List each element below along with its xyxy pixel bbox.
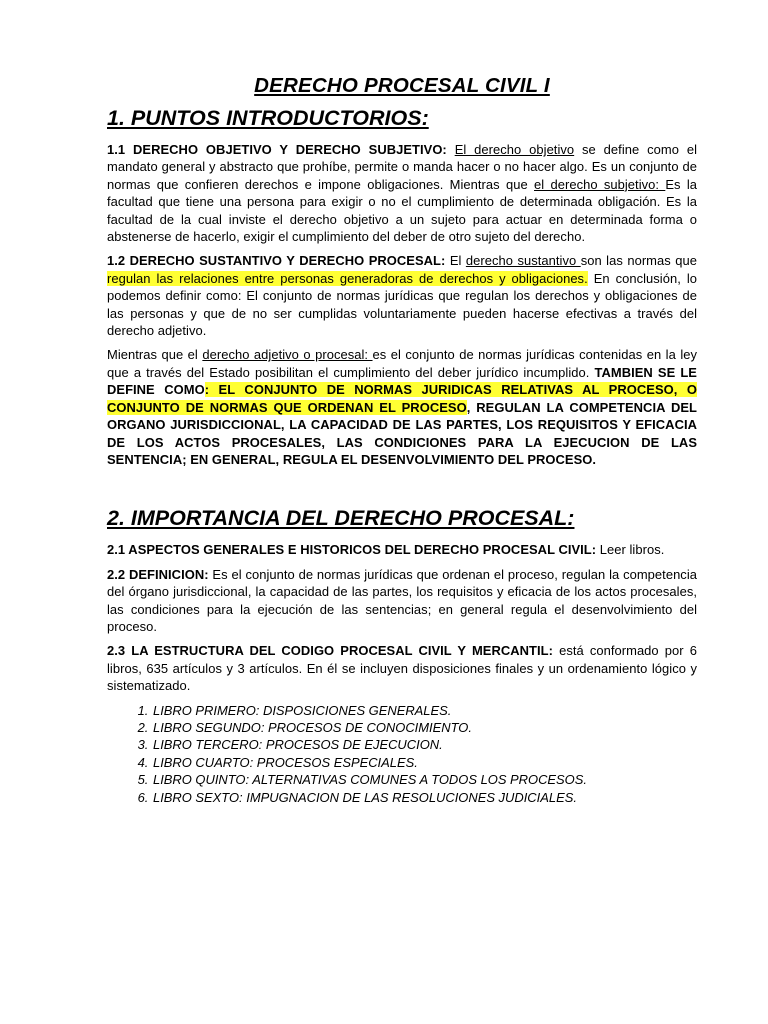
term-derecho-objetivo: El derecho objetivo xyxy=(454,142,575,157)
highlight-conjunto-normas: : EL CONJUNTO DE NORMAS JURIDICAS RELATIVAS AL PROCESO, O CONJUNTO DE NORMAS QUE ORDENAN EL PROCESO xyxy=(107,382,697,415)
paragraph-1-2-text-b: son las normas que xyxy=(580,253,697,269)
paragraph-1-3-emphasis: TAMBIEN SE LE DEFINE COMO xyxy=(107,364,697,398)
section-spacer xyxy=(107,475,697,506)
list-item: 2. LIBRO SEGUNDO: PROCESOS DE CONOCIMIENTO. xyxy=(152,719,697,736)
paragraph-1-2 xyxy=(107,252,697,339)
paragraph-1-1-text-b: Es la facultad que tiene una persona para exigir o no el cumplimiento de determinada obligación. Es la facultad de la cual inviste el derecho objetivo a un sujeto para actuar en determinada forma o abstenerse de hacerlo, exigir el cumplimiento del deber de otro sujeto del derecho. xyxy=(107,176,697,245)
paragraph-2-3 xyxy=(107,642,697,694)
section-2-heading: 2. IMPORTANCIA DEL DERECHO PROCESAL: xyxy=(107,506,575,531)
document-title: DERECHO PROCESAL CIVIL I xyxy=(254,74,550,97)
paragraph-2-1-text: Leer libros. xyxy=(596,542,665,558)
paragraph-1-1-label: 1.1 DERECHO OBJETIVO Y DERECHO SUBJETIVO: xyxy=(107,142,447,157)
list-item: 5. LIBRO QUINTO: ALTERNATIVAS COMUNES A TODOS LOS PROCESOS. xyxy=(152,771,697,788)
paragraph-2-1 xyxy=(107,541,697,558)
term-derecho-adjetivo: derecho adjetivo o procesal: xyxy=(202,347,373,363)
paragraph-2-2-label: 2.2 DEFINICION: xyxy=(107,566,209,582)
paragraph-1-1-text-a: se define como el mandato general y abstracto que prohíbe, permite o manda hacer o no hacer algo. Es un conjunto de normas que confieren derechos e impone obligaciones. Mientras que xyxy=(107,142,697,192)
paragraph-1-1 xyxy=(107,141,697,245)
term-derecho-subjetivo: el derecho subjetivo: xyxy=(534,176,666,192)
list-item: 1. LIBRO PRIMERO: DISPOSICIONES GENERALES. xyxy=(152,702,697,719)
paragraph-2-3-text: está conformado por 6 libros, 635 artículos y 3 artículos. En él se incluyen disposiciones finales y un ordenamiento lógico y sistematizado. xyxy=(107,643,697,694)
list-item: 6. LIBRO SEXTO: IMPUGNACION DE LAS RESOLUCIONES JUDICIALES. xyxy=(152,789,697,806)
term-derecho-sustantivo: derecho sustantivo xyxy=(465,253,581,269)
list-item: 4. LIBRO CUARTO: PROCESOS ESPECIALES. xyxy=(152,754,697,771)
paragraph-1-3-text-c: , REGULAN LA COMPETENCIA DEL ORGANO JURISDICCIONAL, LA CAPACIDAD DE LAS PARTES, LOS REQUISITOS Y EFICACIA DE LOS ACTOS PROCESALES, LAS CONDICIONES PARA LA EJECUCION DE LAS SENTENCIA; EN GENERAL, REGULA EL DESENVOLVIMIENTO DEL PROCESO. xyxy=(107,399,697,467)
paragraph-2-3-label: 2.3 LA ESTRUCTURA DEL CODIGO PROCESAL CIVIL Y MERCANTIL: xyxy=(107,643,553,659)
paragraph-1-3-text-b: es el conjunto de normas jurídicas contenidas en la ley que a través del Estado posibilitan el cumplimiento del deber jurídico incumplido. xyxy=(107,347,698,380)
paragraph-2-1-label: 2.1 ASPECTOS GENERALES E HISTORICOS DEL DERECHO PROCESAL CIVIL: xyxy=(107,542,597,558)
paragraph-1-3-text-a: Mientras que el xyxy=(107,347,203,363)
paragraph-2-2-text: Es el conjunto de normas jurídicas que ordenan el proceso, regulan la competencia del órgano jurisdiccional, la capacidad de las partes, los requisitos y eficacia de los actos procesales, las condiciones para la ejecución de las sentencias; en general regula el desenvolvimiento del proceso. xyxy=(107,566,697,634)
paragraph-2-2 xyxy=(107,566,697,636)
books-list xyxy=(107,702,697,806)
list-item: 3. LIBRO TERCERO: PROCESOS DE EJECUCION. xyxy=(152,736,697,753)
section-1-heading: 1. PUNTOS INTRODUCTORIOS: xyxy=(107,106,429,130)
paragraph-1-3 xyxy=(107,346,697,468)
paragraph-1-2-text-a: El xyxy=(445,253,466,269)
paragraph-1-2-label: 1.2 DERECHO SUSTANTIVO Y DERECHO PROCESAL: xyxy=(107,253,446,269)
highlight-relaciones: regulan las relaciones entre personas generadoras de derechos y obligaciones. xyxy=(107,270,588,286)
paragraph-1-2-text-c: En conclusión, lo podemos definir como: El conjunto de normas jurídicas que regulan los derechos y obligaciones de las personas y que de no ser cumplidas voluntariamente pueden hacerse efectivas a través del derecho adjetivo. xyxy=(107,270,698,339)
